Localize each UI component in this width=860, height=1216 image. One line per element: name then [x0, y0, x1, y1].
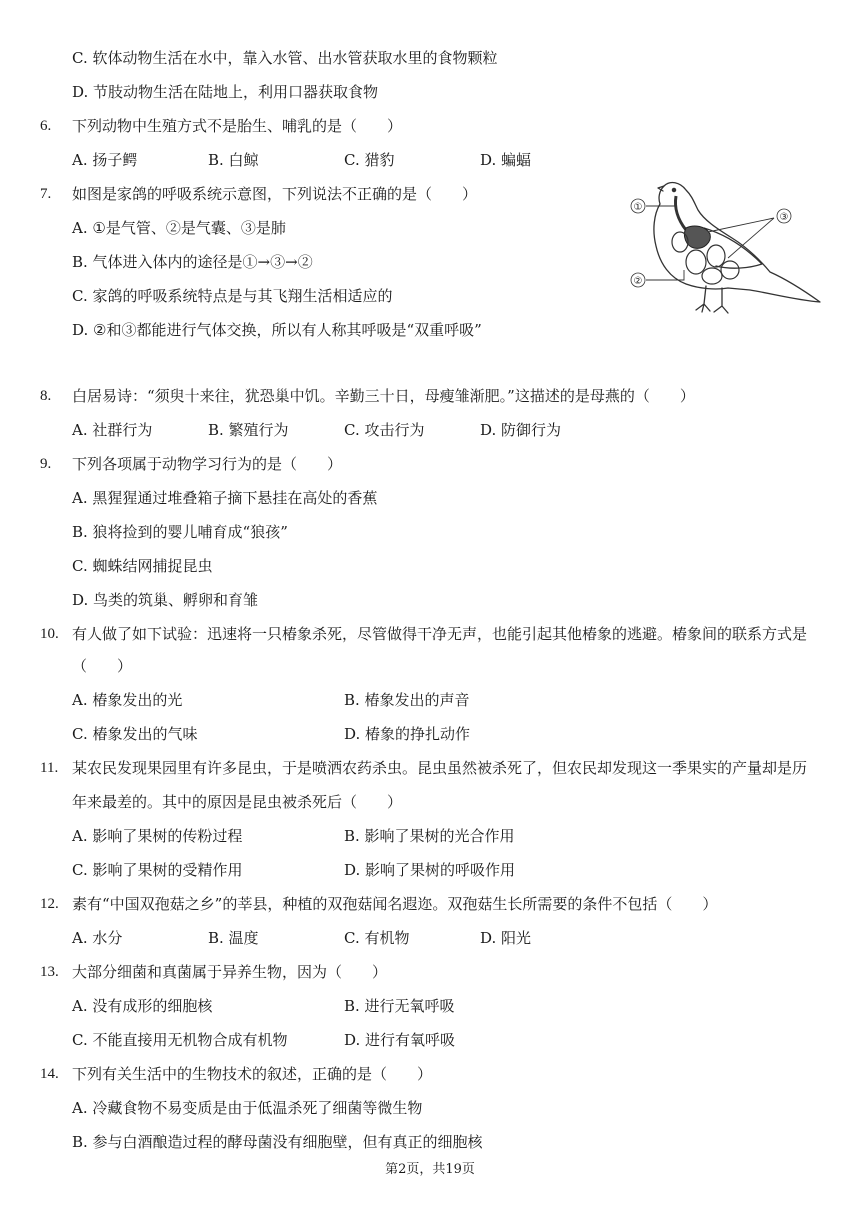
figure-label-3: ③: [779, 212, 789, 223]
q13-option-b: B. 进行无氧呼吸: [344, 997, 455, 1015]
q6-option-a: A. 扬子鳄: [72, 151, 138, 169]
q10-option-b: B. 椿象发出的声音: [344, 691, 470, 709]
q9-option-d: D. 鸟类的筑巢、孵卵和育雏: [72, 591, 259, 609]
q6-stem: 下列动物中生殖方式不是胎生、哺乳的是（ ）: [72, 117, 403, 135]
q12-option-b: B. 温度: [208, 929, 259, 947]
trachea: [675, 196, 686, 230]
q7-option-a: A. ①是气管、②是气囊、③是肺: [72, 219, 286, 237]
q11-number: 11.: [40, 760, 59, 776]
q12-option-d: D. 阳光: [480, 929, 532, 947]
q13-stem: 大部分细菌和真菌属于异养生物，因为（ ）: [72, 963, 388, 981]
q12-number: 12.: [40, 896, 59, 912]
q7-option-c: C. 家鸽的呼吸系统特点是与其飞翔生活相适应的: [72, 287, 393, 305]
q7-option-b: B. 气体进入体内的途径是①→③→②: [72, 253, 313, 271]
q6-number: 6.: [40, 118, 52, 134]
q10-stem: 有人做了如下试验：迅速将一只椿象杀死，尽管做得干净无声，也能引起其他椿象的逃避。椿象间的联系方式是: [72, 625, 808, 643]
figure-label-1: ①: [633, 202, 643, 213]
q9-option-c: C. 蜘蛛结网捕捉昆虫: [72, 557, 213, 575]
q8-option-b: B. 繁殖行为: [208, 421, 289, 439]
q12-option-a: A. 水分: [72, 929, 123, 947]
q11-option-b: B. 影响了果树的光合作用: [344, 827, 515, 845]
q6-option-d: D. 蝙蝠: [480, 151, 532, 169]
pigeon-respiratory-figure: [624, 172, 824, 322]
q5-option-c: C. 软体动物生活在水中，靠入水管、出水管获取水里的食物颗粒: [72, 49, 498, 67]
q6-option-c: C. 猎豹: [344, 151, 395, 169]
q8-number: 8.: [40, 388, 52, 404]
page-footer: 第2页，共19页: [385, 1162, 475, 1177]
q11-option-c: C. 影响了果树的受精作用: [72, 861, 243, 879]
q7-option-d: D. ②和③都能进行气体交换，所以有人称其呼吸是“双重呼吸”: [72, 321, 482, 339]
q11-stem: 某农民发现果园里有许多昆虫，于是喷洒农药杀虫。昆虫虽然被杀死了，但农民却发现这一季果实的产量却是历: [72, 759, 808, 777]
q10-option-d: D. 椿象的挣扎动作: [344, 725, 471, 743]
q9-option-b: B. 狼将捡到的婴儿哺育成“狼孩”: [72, 523, 288, 541]
q14-option-b: B. 参与白酒酿造过程的酵母菌没有细胞壁，但有真正的细胞核: [72, 1133, 483, 1151]
q8-option-c: C. 攻击行为: [344, 421, 425, 439]
q9-stem: 下列各项属于动物学习行为的是（ ）: [72, 455, 343, 473]
figure-label-2: ②: [633, 276, 643, 287]
q12-option-c: C. 有机物: [344, 929, 410, 947]
q7-stem: 如图是家鸽的呼吸系统示意图，下列说法不正确的是（ ）: [72, 185, 478, 203]
q5-option-d: D. 节肢动物生活在陆地上，利用口器获取食物: [72, 83, 379, 101]
q10-option-c: C. 椿象发出的气味: [72, 725, 198, 743]
q9-option-a: A. 黑猩猩通过堆叠箱子摘下悬挂在高处的香蕉: [72, 489, 378, 507]
q8-option-a: A. 社群行为: [72, 421, 153, 439]
q11-option-d: D. 影响了果树的呼吸作用: [344, 861, 516, 879]
q10-number: 10.: [40, 626, 59, 642]
q10-option-a: A. 椿象发出的光: [72, 691, 183, 709]
q14-number: 14.: [40, 1066, 59, 1082]
q13-option-d: D. 进行有氧呼吸: [344, 1031, 456, 1049]
q12-stem: 素有“中国双孢菇之乡”的莘县，种植的双孢菇闻名遐迩。双孢菇生长所需要的条件不包括（ ）: [72, 895, 718, 913]
q10-stem-blank: （ ）: [72, 657, 133, 675]
q6-option-b: B. 白鲸: [208, 151, 259, 169]
lung: [684, 226, 710, 248]
q11-option-a: A. 影响了果树的传粉过程: [72, 827, 243, 845]
q7-number: 7.: [40, 186, 52, 202]
q13-option-c: C. 不能直接用无机物合成有机物: [72, 1031, 288, 1049]
q13-option-a: A. 没有成形的细胞核: [72, 997, 213, 1015]
q11-stem-line2: 年来最差的。其中的原因是昆虫被杀死后（ ）: [72, 793, 403, 811]
q8-option-d: D. 防御行为: [480, 421, 562, 439]
pigeon-outline: [654, 183, 820, 302]
q14-stem: 下列有关生活中的生物技术的叙述，正确的是（ ）: [72, 1065, 433, 1083]
q8-stem: 白居易诗：“须臾十来往，犹恐巢中饥。辛勤三十日，母瘦雏渐肥。”这描述的是母燕的（ ）: [72, 387, 695, 405]
q13-number: 13.: [40, 964, 59, 980]
q14-option-a: A. 冷藏食物不易变质是由于低温杀死了细菌等微生物: [72, 1099, 423, 1117]
q9-number: 9.: [40, 456, 52, 472]
